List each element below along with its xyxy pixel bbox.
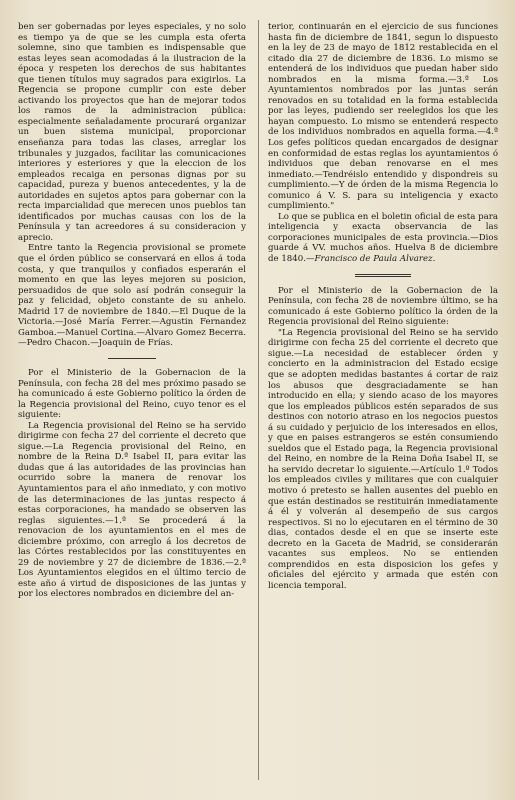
right-paragraph-2 <box>268 212 498 265</box>
right-paragraph-1: terior, continuarán en el ejercicio de sus funciones hasta fin de diciembre de 1841, segun lo dispuesto en la ley de 23 de mayo de 1812 restablecida en el citado dia 27 de diciembre de 1836. Lo mismo se entenderá de los individuos que puedan haber sido nombrados en la misma forma.—3.ª Los Ayuntamientos nombrados por las juntas serán renovados en su totalidad en la forma establecida por las leyes, pudiendo ser reelegidos los que les hayan compuesto. Lo mismo se entenderá respecto de los individuos nombrados en aquella forma.—4.ª Los gefes políticos quedan encargados de designar en conformidad de estas reglas los ayuntamientos ó individuos que deban renovarse en el mes inmediato.—Tendréislo entendido y dispondreis su cumplimiento.—Y de órden de la misma Regencia lo comunico á V. S. para su inteligencia y exacto cumplimiento." <box>268 22 498 212</box>
left-paragraph-1: ben ser gobernadas por leyes especiales, y no solo es tiempo ya de que se les cumpla esta oferta solemne, sino que tambien es indispensable que estas leyes sean acomodadas á la ilustracion de la época y respeten los derechos de sus habitantes que tienen títulos muy sagrados para exigirlos. La Regencia se propone cumplir con este deber activando los proyectos que han de mejorar todos los ramos de la administracion pública: especialmente señaladamente procurará organizar un buen sistema municipal, proporcionar enseñanza para todas las clases, arreglar los tribunales y juzgados, facilitar las comunicaciones interiores y esteriores y que la eleccion de los empleados recaiga en personas dignas por su capacidad, pureza y buenos antecedentes, y la de autoridades en sujetos aptos para gobernar con la recta imparcialidad que merecen unos pueblos tan identificados por muchas causas con los de la Península y tan acreedores á su consideracion y aprecio. <box>18 22 246 243</box>
section-separator <box>108 358 156 359</box>
signature: Francisco de Paula Alvarez. <box>314 254 436 265</box>
left-paragraph-4: La Regencia provisional del Reino se ha servido dirigirme con fecha 27 del corriente el decreto que sigue.—La Regencia provisional del Reino, en nombre de la Reina D.ª Isabel II, para evitar las dudas que á las autoridades de las provincias han ocurrido sobre la manera de renovar los Ayuntamientos para el año inmediato, y con motivo de las determinaciones de las juntas respecto á estas corporaciones, ha mandado se observen las reglas siguientes.—1.ª Se procederá á la renovacion de los ayuntamientos en el mes de diciembre próximo, con arreglo á los decretos de las Córtes restablecidos por las constituyentes en 29 de noviembre y 27 de diciembre de 1836.—2.ª Los Ayuntamientos elegidos en el último tercio de este año á virtud de disposiciones de las juntas y por los electores nombrados en diciembre del an- <box>18 420 246 600</box>
column-divider <box>258 20 259 780</box>
left-paragraph-3: Por el Ministerio de la Gobernacion de la Península, con fecha 28 del mes próximo pasado se ha comunicado á este Gobierno político la órden de la Regencia provisional del Reino, cuyo tenor es el siguiente: <box>18 367 246 421</box>
right-paragraph-4: "La Regencia provisional del Reino se ha servido dirigirme con fecha 25 del corriente el decreto que sigue.—La necesidad de establecer órden y concierto en la administracion del Estado ecsige que se adopten medidas bastantes á cortar de raiz los abusos que desgraciadamente se han introducido en ella; y siendo acaso de los mayores que los empleados públicos estén separados de sus destinos con notorio atraso en los negocios puestos á su cuidado y perjuicio de los interesados en ellos, y que en paises estrangeros se estén consumiendo sueldos que el Estado paga, la Regencia provisional del Reino, en nombre de la Reina Doña Isabel II, se ha servido decretar lo siguiente.—Artículo 1.º Todos los empleados civiles y militares que con cualquier motivo ó pretesto se hallen ausentes del pueblo en que están destinados se restituirán inmediatamente á él y volverán al desempeño de sus cargos respectivos. Si no lo ejecutaren en el término de 30 dias, contados desde el en que se inserte este decreto en la Gaceta de Madrid, se considerarán vacantes sus empleos. No se entienden comprendidos en esta disposicion los gefes y oficiales del ejército y armada que estén con licencia temporal. <box>268 327 498 591</box>
left-paragraph-2: Entre tanto la Regencia provisional se promete que el órden público se conservará en ellos á toda costa, y que tranquilos y confiados esperarán el momento en que las leyes mejoren su posicion, persuadidos de que solo así podrán conseguir la paz y felicidad, objeto constante de su anhelo. Madrid 17 de noviembre de 1840.—El Duque de la Victoria.—José María Ferrer.—Agustin Fernandez Gamboa.—Manuel Cortina.—Alvaro Gomez Becerra.—Pedro Chacon.—Joaquin de Frías. <box>18 243 246 349</box>
right-paragraph-3: Por el Ministerio de la Gobernacion de la Península, con fecha 28 de noviembre último, se ha comunicado á este Gobierno político la órden de la Regencia provisional del Reino siguiente: <box>268 285 498 328</box>
left-column <box>18 22 246 600</box>
section-separator <box>355 274 411 277</box>
right-paragraph-2-text: Lo que se publica en el boletin oficial de esta para inteligencia y exacta observancia de las corporaciones municipales de esta provincia.—Dios guarde á VV. muchos años. Huelva 8 de diciembre de 1840.— <box>268 211 498 265</box>
right-column <box>268 22 498 591</box>
